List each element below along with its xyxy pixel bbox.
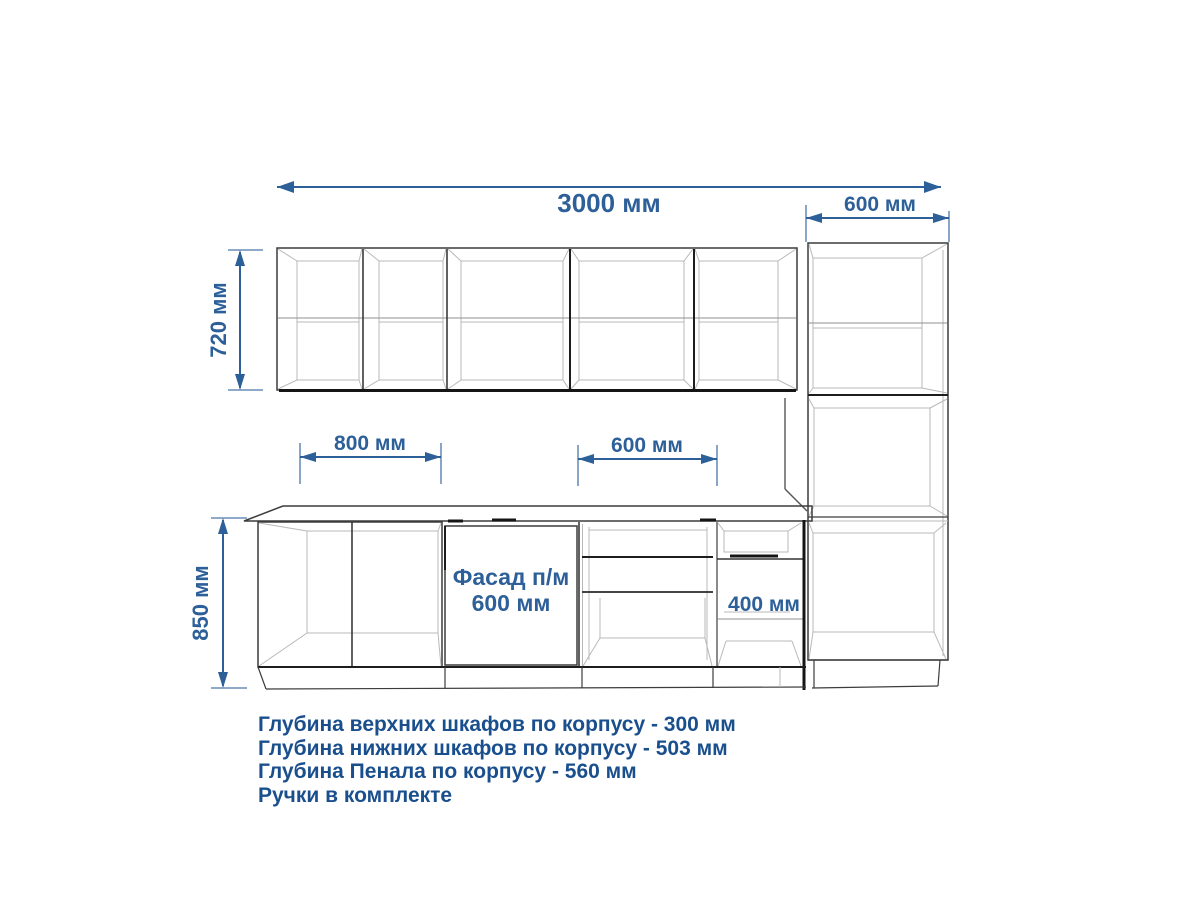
arrow-down-icon bbox=[218, 672, 228, 688]
dim-upper-height bbox=[206, 250, 263, 390]
countertop-slab bbox=[244, 506, 812, 521]
arrow-down-icon bbox=[235, 374, 245, 390]
notes-block bbox=[258, 713, 736, 807]
penal-outline bbox=[808, 243, 948, 660]
facade-label-line2: 600 мм bbox=[471, 590, 551, 616]
dim-penal-width bbox=[806, 193, 949, 242]
upper-section-2-interior bbox=[364, 249, 446, 389]
arrow-right-icon bbox=[933, 213, 949, 223]
note-handles: Ручки в комплекте bbox=[258, 783, 453, 807]
penal-bottom-section bbox=[809, 523, 946, 659]
arrow-left-icon bbox=[300, 452, 316, 462]
arrow-left-icon bbox=[806, 213, 822, 223]
upper-run-outline bbox=[277, 248, 797, 390]
arrow-left-icon bbox=[277, 181, 294, 193]
arrow-up-icon bbox=[218, 518, 228, 534]
penal-top-section bbox=[809, 244, 947, 393]
dim-small-cabinet-label: 400 мм bbox=[728, 593, 800, 616]
dim-base-left-width bbox=[300, 432, 441, 484]
dim-base-middle-label: 600 мм bbox=[611, 434, 683, 457]
dim-base-left-label: 800 мм bbox=[334, 432, 406, 455]
dim-total-width bbox=[277, 181, 941, 218]
dim-upper-height-label: 720 мм bbox=[206, 282, 231, 358]
facade-label-line1: Фасад п/м bbox=[452, 564, 570, 590]
upper-section-3-interior bbox=[448, 249, 569, 389]
upper-section-1-interior bbox=[278, 249, 362, 389]
arrow-left-icon bbox=[578, 454, 594, 464]
dim-base-height-label: 850 мм bbox=[188, 565, 213, 641]
penal-middle-niche bbox=[785, 398, 948, 521]
note-base-depth: Глубина нижних шкафов по корпусу - 503 мм bbox=[258, 736, 728, 760]
arrow-right-icon bbox=[701, 454, 717, 464]
arrow-right-icon bbox=[425, 452, 441, 462]
note-upper-depth: Глубина верхних шкафов по корпусу - 300 мм bbox=[258, 713, 736, 736]
dim-base-middle-width bbox=[578, 434, 717, 486]
dim-base-height bbox=[188, 518, 247, 688]
base-drawer-cabinet bbox=[582, 527, 713, 666]
facade-label bbox=[453, 564, 570, 616]
penal-plinth bbox=[812, 660, 940, 688]
arrow-right-icon bbox=[924, 181, 941, 193]
countertop-drawing bbox=[244, 506, 812, 521]
arrow-up-icon bbox=[235, 250, 245, 266]
base-left-cabinet bbox=[258, 522, 442, 667]
penal-cabinet-drawing bbox=[785, 243, 948, 688]
base-plinth bbox=[258, 667, 806, 689]
upper-section-5-interior bbox=[695, 249, 796, 389]
upper-cabinets-drawing bbox=[277, 248, 797, 391]
dim-penal-width-label: 600 мм bbox=[844, 193, 916, 216]
dim-total-width-label: 3000 мм bbox=[557, 188, 661, 218]
upper-section-4-interior bbox=[571, 249, 693, 389]
note-penal-depth: Глубина Пенала по корпусу - 560 мм bbox=[258, 760, 637, 784]
